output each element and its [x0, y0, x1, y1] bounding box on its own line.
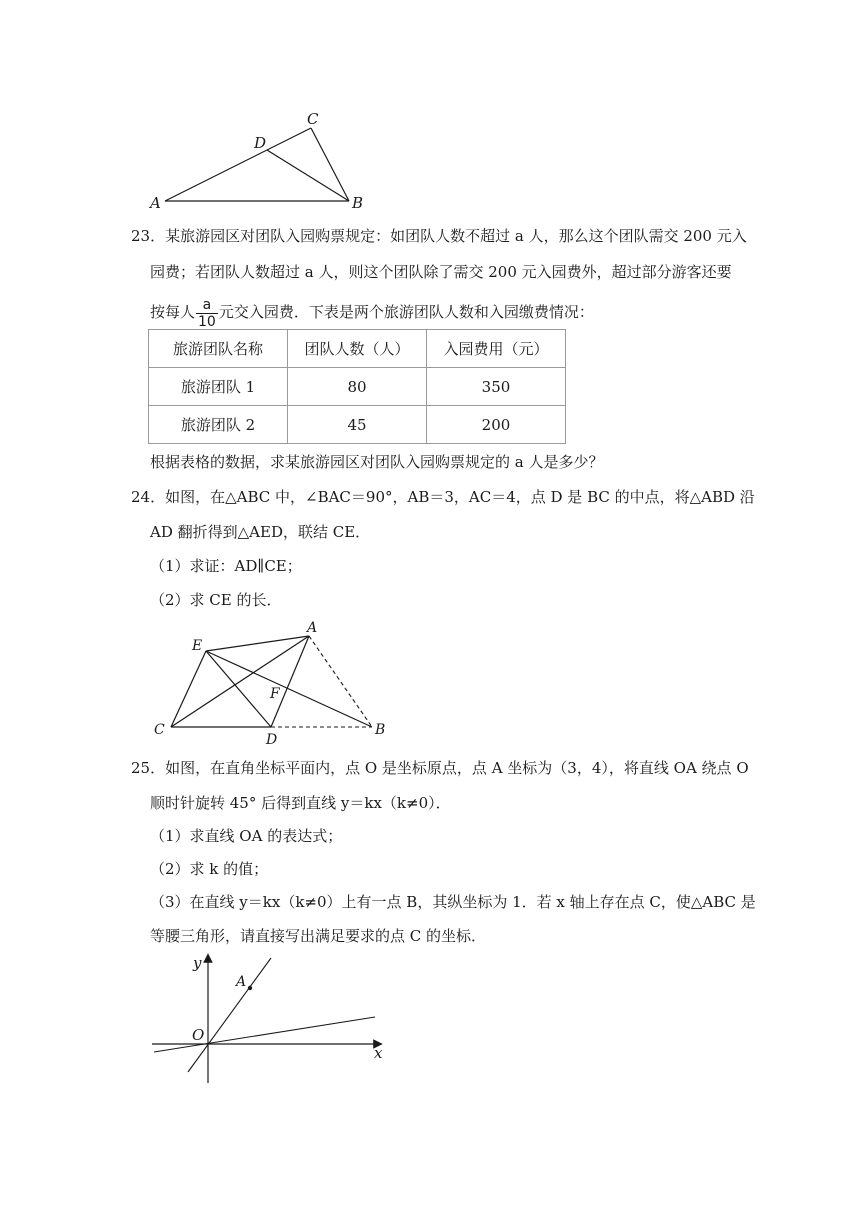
- label-d: D: [266, 732, 278, 748]
- table-cell: 80: [288, 368, 427, 406]
- table-cell: 旅游团队 1: [149, 368, 288, 406]
- label-a: A: [307, 620, 318, 636]
- q25-part-3a: （3）在直线 y＝kx（k≠0）上有一点 B，其纵坐标为 1．若 x 轴上存在点 C，使△ABC 是: [150, 893, 756, 911]
- point-a: [248, 986, 252, 990]
- fraction-numerator: a: [196, 297, 218, 314]
- q24-line-1: 24．如图，在△ABC 中，∠BAC＝90°，AB＝3，AC＝4，点 D 是 BC 的中点，将△ABD 沿: [131, 488, 755, 506]
- label-f: F: [270, 686, 280, 702]
- label-b: B: [352, 194, 364, 212]
- label-d: D: [254, 134, 267, 152]
- table-cell: 45: [288, 406, 427, 444]
- table-row: [149, 368, 566, 406]
- label-o: O: [192, 1026, 205, 1044]
- label-x: x: [374, 1044, 383, 1062]
- fee-table: [148, 329, 566, 444]
- label-e: E: [192, 638, 203, 654]
- q25-line-2: 顺时针旋转 45° 后得到直线 y＝kx（k≠0）．: [150, 794, 451, 812]
- q23-line-3-pre: 按每人: [150, 303, 196, 321]
- q23-ask: 根据表格的数据，求某旅游园区对团队入园购票规定的 a 人是多少？: [150, 453, 604, 471]
- q23-line-3: [150, 296, 594, 330]
- q24-line-2: AD 翻折得到△AED，联结 CE．: [150, 523, 371, 541]
- label-b: B: [375, 722, 386, 738]
- table-header-cell: 旅游团队名称: [149, 330, 288, 368]
- table-row: [149, 406, 566, 444]
- label-c: C: [307, 110, 319, 128]
- q24-part-1: （1）求证：AD∥CE；: [150, 557, 302, 575]
- q23-line-3-post: 元交入园费．下表是两个旅游团队人数和入园缴费情况：: [218, 303, 594, 321]
- fraction-denominator: 10: [198, 313, 216, 330]
- segment-ea: [206, 636, 309, 651]
- q25-part-3b: 等腰三角形，请直接写出满足要求的点 C 的坐标．: [150, 927, 487, 945]
- q23-line-2: 园费；若团队人数超过 a 人，则这个团队除了需交 200 元入园费外，超过部分游客还要: [150, 263, 732, 281]
- table-header-row: [149, 330, 566, 368]
- q23-line-1: 23．某旅游园区对团队入园购票规定：如团队人数不超过 a 人，那么这个团队需交 200 元入: [131, 227, 747, 245]
- fold-figure-q24: [140, 614, 400, 748]
- segment-cb: [311, 128, 349, 201]
- segment-ac: [165, 128, 311, 201]
- q24-part-2: （2）求 CE 的长．: [150, 591, 282, 609]
- segment-ab-dashed: [309, 636, 372, 727]
- triangle-figure-q22: [140, 100, 380, 212]
- q25-line-1: 25．如图，在直角坐标平面内，点 O 是坐标原点，点 A 坐标为（3，4），将直线 OA 绕点 O: [131, 759, 749, 777]
- q25-part-2: （2）求 k 的值；: [150, 860, 269, 878]
- segment-ad: [271, 636, 309, 727]
- q25-part-1: （1）求直线 OA 的表达式；: [150, 827, 343, 845]
- table-cell: 旅游团队 2: [149, 406, 288, 444]
- label-a: A: [150, 194, 161, 212]
- table-header-cell: 团队人数（人）: [288, 330, 427, 368]
- table-header-cell: 入园费用（元）: [427, 330, 566, 368]
- line-oa: [188, 958, 271, 1072]
- fraction-a-over-10: [196, 297, 218, 330]
- line-y-kx: [154, 1017, 375, 1052]
- segment-ed: [206, 651, 271, 727]
- label-y: y: [193, 954, 202, 972]
- label-a: A: [236, 974, 247, 990]
- table-cell: 350: [427, 368, 566, 406]
- table-cell: 200: [427, 406, 566, 444]
- label-c: C: [154, 722, 165, 738]
- segment-eb: [206, 651, 372, 727]
- segment-db: [267, 150, 349, 201]
- coordinate-figure-q25: [140, 950, 400, 1090]
